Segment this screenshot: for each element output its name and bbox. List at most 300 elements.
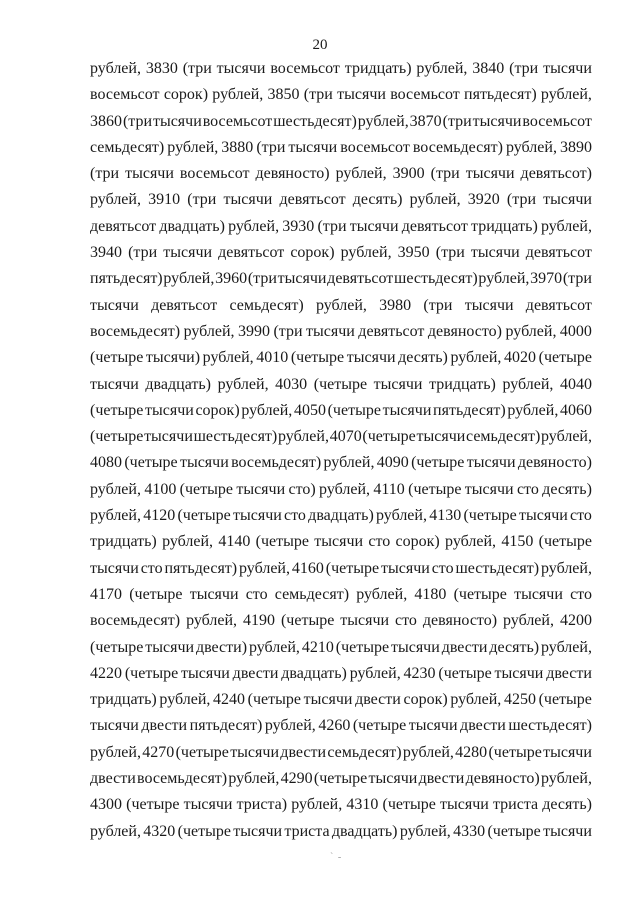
word: рублей, xyxy=(505,322,557,340)
word: 4110 xyxy=(373,480,405,498)
word: двадцать) xyxy=(331,822,398,840)
word: десять) xyxy=(352,191,403,209)
word: тысячи xyxy=(543,743,592,761)
word: девятьсот xyxy=(218,244,285,262)
word: рублей, xyxy=(319,480,371,498)
word: двести) xyxy=(195,638,248,656)
word: девятьсот xyxy=(327,270,394,288)
word: (три xyxy=(442,112,472,130)
text-line xyxy=(90,319,592,345)
word: рублей, xyxy=(202,349,254,367)
word: 4100 xyxy=(144,480,177,498)
word: рублей, xyxy=(540,86,592,104)
word: тысячи xyxy=(380,559,430,577)
word: тысячи xyxy=(230,743,279,761)
text-line xyxy=(90,109,592,135)
word: тысячи xyxy=(233,507,282,525)
word: рублей, xyxy=(228,770,280,788)
word: рублей, xyxy=(541,559,592,577)
word: 3980 xyxy=(379,296,412,314)
word: рублей, xyxy=(90,480,141,498)
word: тридцать) xyxy=(471,217,538,235)
word: девяносто) xyxy=(427,322,503,340)
word: 3950 xyxy=(397,244,430,262)
word: семьдесят) xyxy=(466,428,541,446)
word: 3880 xyxy=(221,138,254,156)
word: 4260 xyxy=(318,717,351,735)
word: двадцать) xyxy=(145,375,211,393)
text-line xyxy=(90,187,592,213)
word: 4280 xyxy=(455,743,488,761)
word: двадцать) xyxy=(281,664,347,682)
text-line xyxy=(90,556,592,582)
word: (три xyxy=(182,60,212,77)
word: 4210 xyxy=(301,638,334,656)
word: рублей, xyxy=(450,691,502,709)
word: восемьдесят) xyxy=(231,454,322,472)
word: 4070 xyxy=(329,428,362,446)
word: тысячи xyxy=(494,664,544,682)
word: 3970 xyxy=(530,270,563,288)
word: (три xyxy=(256,138,286,156)
text-line xyxy=(90,372,592,398)
word: рублей, xyxy=(478,270,530,288)
word: рублей, xyxy=(505,138,557,156)
word: тысячи xyxy=(470,244,520,262)
word: 4300 xyxy=(90,796,122,814)
word: 4140 xyxy=(218,533,251,551)
word: девятьсот xyxy=(151,296,218,314)
word: тысячи xyxy=(216,60,266,77)
word: рублей, xyxy=(445,533,497,551)
text-line xyxy=(90,161,592,187)
word: (четыре xyxy=(538,691,592,709)
word: (четыре xyxy=(90,428,144,446)
word: восемьсот xyxy=(270,60,340,77)
word: 4030 xyxy=(275,375,308,393)
word: (три xyxy=(423,296,453,314)
word: 3860 xyxy=(90,112,122,130)
word: 4250 xyxy=(503,691,536,709)
word: (четыре xyxy=(129,585,183,603)
word: рублей, xyxy=(90,191,141,209)
word: десять) xyxy=(398,349,448,367)
page-number: 20 xyxy=(312,37,328,53)
word: десять) xyxy=(542,480,592,498)
word: девятьсот xyxy=(525,296,592,314)
word: тысячи xyxy=(466,454,516,472)
word: рублей, xyxy=(450,349,502,367)
word: (четыре xyxy=(90,638,144,656)
word: 4290 xyxy=(280,770,313,788)
word: шестьдесят) xyxy=(273,112,357,130)
word: тысячи xyxy=(543,191,592,209)
word: тысячи xyxy=(346,349,396,367)
word: (три xyxy=(509,60,539,77)
word: (четыре xyxy=(255,533,309,551)
word: рублей, xyxy=(90,507,141,525)
word: 3990 xyxy=(238,322,270,340)
word: сто) xyxy=(288,480,316,498)
word: тысячи xyxy=(233,822,283,840)
text-line xyxy=(90,582,592,608)
word: тысячи xyxy=(382,401,432,419)
word: рублей, xyxy=(277,428,329,446)
word: сто xyxy=(140,559,163,577)
text-line xyxy=(90,740,592,766)
word: тысячи xyxy=(183,796,233,814)
word: тысячи xyxy=(277,270,327,288)
text-line xyxy=(90,135,592,161)
text-line xyxy=(90,766,592,792)
word: 4020 xyxy=(504,349,537,367)
word: (три xyxy=(187,191,217,209)
word: рублей, xyxy=(503,612,554,630)
word: рублей, xyxy=(228,217,280,235)
word: двести xyxy=(418,770,465,788)
word: сто xyxy=(570,507,592,525)
word: тысячи xyxy=(340,612,390,630)
word: сто xyxy=(431,559,454,577)
word: шестьдесят) xyxy=(508,717,592,735)
text-line xyxy=(90,82,592,108)
word: тысячи xyxy=(440,796,489,814)
word: рублей, xyxy=(340,244,392,262)
word: сто xyxy=(395,612,417,630)
word: двести xyxy=(441,638,488,656)
word: рублей, xyxy=(90,743,141,761)
word: рублей, xyxy=(399,822,451,840)
word: (четыре xyxy=(175,743,229,761)
word: 4220 xyxy=(90,664,122,682)
word: 3910 xyxy=(148,191,181,209)
word: рублей, xyxy=(540,770,592,788)
word: девятьсот xyxy=(90,217,157,235)
word: девяносто) xyxy=(255,165,330,183)
word: девяносто) xyxy=(465,770,540,788)
word: рублей, xyxy=(167,138,219,156)
word: (четыре xyxy=(280,612,335,630)
word: 3850 xyxy=(267,86,300,104)
word: двести xyxy=(141,717,188,735)
word: рублей, xyxy=(323,454,375,472)
word: рублей, xyxy=(402,743,454,761)
word: (четыре xyxy=(488,743,542,761)
word: (четыре xyxy=(325,559,380,577)
word: (три xyxy=(435,244,465,262)
text-line xyxy=(90,240,592,266)
word: (три xyxy=(128,244,158,262)
word: рублей, xyxy=(507,401,559,419)
text-line xyxy=(90,661,592,687)
word: тысячи xyxy=(181,664,230,682)
word: тысячи xyxy=(152,112,202,130)
word: рублей, xyxy=(186,612,238,630)
text-line xyxy=(90,266,592,292)
text-line xyxy=(90,819,592,845)
word: рублей, xyxy=(349,664,401,682)
word: тысячи xyxy=(472,112,522,130)
word: тысячи xyxy=(90,296,139,314)
word: (три xyxy=(303,86,333,104)
word: (три xyxy=(122,112,153,130)
word: тысячи xyxy=(543,60,592,77)
word: 4000 xyxy=(559,322,592,340)
text-line xyxy=(90,529,592,555)
word: 4040 xyxy=(560,375,592,393)
word: 4150 xyxy=(501,533,534,551)
word: тысячи xyxy=(145,638,195,656)
word: (четыре xyxy=(438,664,492,682)
word: тысячи xyxy=(90,717,139,735)
word: рублей, xyxy=(315,296,367,314)
text-line xyxy=(90,56,592,82)
word: тысячи xyxy=(223,191,273,209)
text-line xyxy=(90,792,592,818)
word: восемьдесят) xyxy=(412,138,503,156)
word: 4180 xyxy=(414,585,447,603)
body-text xyxy=(90,56,592,845)
word: сорок) xyxy=(195,401,240,419)
word: 3900 xyxy=(392,165,425,183)
word: восемьдесят) xyxy=(137,770,228,788)
word: сто xyxy=(570,585,592,603)
word: тысячи xyxy=(303,691,353,709)
word: 3840 xyxy=(472,60,505,77)
word: (четыре xyxy=(411,454,465,472)
word: (три xyxy=(247,270,277,288)
word: тысячи) xyxy=(145,349,201,367)
word: тысячи xyxy=(90,375,139,393)
word: двадцать) xyxy=(308,507,374,525)
word: (четыре xyxy=(124,454,178,472)
word: тысячи xyxy=(349,217,399,235)
word: тридцать) xyxy=(429,375,496,393)
word: рублей, xyxy=(241,401,293,419)
word: тысячи xyxy=(314,533,364,551)
word: тысячи xyxy=(144,401,194,419)
word: двадцать) xyxy=(159,217,225,235)
text-line xyxy=(90,503,592,529)
word: (четыре xyxy=(177,507,231,525)
word: сто xyxy=(245,585,268,603)
word: тысячи xyxy=(144,428,193,446)
word: (четыре xyxy=(327,401,381,419)
word: девятьсот xyxy=(401,217,468,235)
word: 4050 xyxy=(293,401,326,419)
word: рублей, xyxy=(540,638,592,656)
word: тридцать) xyxy=(90,533,157,551)
word: 3830 xyxy=(145,60,178,77)
word: тысячи xyxy=(288,138,338,156)
word: (четыре xyxy=(463,507,517,525)
word: тысячи xyxy=(543,822,592,840)
word: 4170 xyxy=(90,585,122,603)
word: рублей, xyxy=(159,691,211,709)
word: двести xyxy=(232,664,279,682)
word: рублей, xyxy=(162,533,214,551)
word: тысячи xyxy=(368,770,418,788)
word: 4240 xyxy=(213,691,246,709)
word: (четыре xyxy=(290,349,345,367)
word: сорок) xyxy=(290,244,335,262)
word: шестьдесят) xyxy=(394,270,478,288)
word: (три xyxy=(317,217,347,235)
word: 3960 xyxy=(215,270,248,288)
word: 3940 xyxy=(90,244,122,262)
word: рублей, xyxy=(502,375,554,393)
word: шестьдесят) xyxy=(193,428,278,446)
word: 4310 xyxy=(346,796,379,814)
word: (три xyxy=(506,191,536,209)
word: двести xyxy=(355,691,401,709)
word: тысячи xyxy=(408,717,458,735)
word: 4010 xyxy=(256,349,289,367)
word: двести xyxy=(546,664,592,682)
word: сорок) xyxy=(395,533,440,551)
word: тысячи xyxy=(465,165,515,183)
word: тысячи xyxy=(416,428,466,446)
word: сто xyxy=(368,533,391,551)
word: семьдесят) xyxy=(274,585,350,603)
text-line xyxy=(90,687,592,713)
word: (четыре xyxy=(313,375,368,393)
word: рублей, xyxy=(183,322,235,340)
word: 3870 xyxy=(409,112,442,130)
text-line xyxy=(90,293,592,319)
word: девяносто) xyxy=(422,612,498,630)
word: рублей, xyxy=(335,165,387,183)
word: (три xyxy=(430,165,460,183)
word: тысячи xyxy=(163,244,213,262)
word: тысячи xyxy=(236,480,286,498)
word: 3930 xyxy=(282,217,315,235)
word: двести xyxy=(280,743,327,761)
word: тридцать) xyxy=(90,691,157,709)
word: триста xyxy=(492,796,539,814)
text-line xyxy=(90,214,592,240)
word: тысячи xyxy=(306,322,355,340)
word: (четыре xyxy=(247,691,301,709)
word: 4270 xyxy=(142,743,175,761)
word: (четыре xyxy=(335,638,390,656)
word: 3890 xyxy=(559,138,592,156)
word: тысячи xyxy=(519,507,568,525)
word: двести xyxy=(90,770,136,788)
word: пятьдесят) xyxy=(189,717,263,735)
word: тысячи xyxy=(179,454,229,472)
word: восемьсот xyxy=(179,165,250,183)
word: рублей, xyxy=(409,191,461,209)
word: 4320 xyxy=(143,822,176,840)
word: (три xyxy=(273,322,303,340)
word: (четыре xyxy=(362,428,416,446)
word: (четыре xyxy=(453,585,507,603)
word: рублей, xyxy=(217,375,269,393)
word: (четыре xyxy=(538,533,592,551)
word: восемьдесят) xyxy=(90,322,181,340)
word: рублей, xyxy=(541,428,592,446)
word: тысячи xyxy=(390,638,440,656)
word: шестьдесят) xyxy=(455,559,540,577)
word: десять) xyxy=(542,796,592,814)
word: рублей, xyxy=(212,86,264,104)
word: 4330 xyxy=(453,822,486,840)
word: пятьдесят) xyxy=(433,401,506,419)
word: рублей, xyxy=(163,270,215,288)
word: сорок) xyxy=(403,691,448,709)
word: (три xyxy=(562,270,592,288)
word: тысячи xyxy=(514,585,563,603)
word: семьдесят) xyxy=(90,138,165,156)
word: 4230 xyxy=(403,664,436,682)
word: (четыре xyxy=(126,796,180,814)
text-line xyxy=(90,345,592,371)
word: рублей, xyxy=(264,717,316,735)
word: девятьсот xyxy=(358,322,425,340)
word: рублей, xyxy=(357,112,409,130)
word: семьдесят) xyxy=(229,296,304,314)
word: (четыре xyxy=(382,796,436,814)
word: сто xyxy=(516,480,539,498)
word: (четыре xyxy=(313,770,368,788)
word: (четыре xyxy=(538,349,592,367)
scan-artifact-mark: ` - xyxy=(330,852,343,863)
word: (три xyxy=(90,165,120,183)
text-line xyxy=(90,450,592,476)
word: пятьдесят) xyxy=(164,559,238,577)
word: тысячи xyxy=(373,375,423,393)
word: (четыре xyxy=(179,480,233,498)
word: рублей, xyxy=(356,585,408,603)
word: (четыре xyxy=(352,717,407,735)
word: сто xyxy=(284,507,306,525)
text-line xyxy=(90,424,592,450)
word: тысячи xyxy=(189,585,239,603)
word: двести xyxy=(460,717,506,735)
word: 3920 xyxy=(467,191,500,209)
word: рублей, xyxy=(239,559,290,577)
word: (четыре xyxy=(408,480,462,498)
word: восемьдесят) xyxy=(90,612,181,630)
word: рублей, xyxy=(90,60,141,77)
word: 4120 xyxy=(143,507,176,525)
word: тридцать) xyxy=(344,60,412,77)
word: сорок) xyxy=(163,86,209,104)
word: девятьсот xyxy=(279,191,346,209)
word: тысячи xyxy=(125,165,174,183)
word: семьдесят) xyxy=(327,743,402,761)
word: рублей, xyxy=(291,796,343,814)
word: (четыре xyxy=(487,822,541,840)
word: восемьсот xyxy=(390,86,460,104)
word: тысячи xyxy=(464,480,514,498)
word: рублей, xyxy=(248,638,300,656)
word: восемьсот xyxy=(202,112,273,130)
word: триста) xyxy=(236,796,288,814)
word: 4190 xyxy=(243,612,275,630)
word: 4130 xyxy=(429,507,462,525)
word: восемьсот xyxy=(340,138,410,156)
word: восемьсот xyxy=(90,86,160,104)
text-line xyxy=(90,608,592,634)
word: рублей, xyxy=(376,507,427,525)
word: 4160 xyxy=(291,559,324,577)
word: рублей, xyxy=(416,60,468,77)
word: (четыре xyxy=(90,349,144,367)
word: рублей, xyxy=(90,822,141,840)
word: 4090 xyxy=(376,454,409,472)
